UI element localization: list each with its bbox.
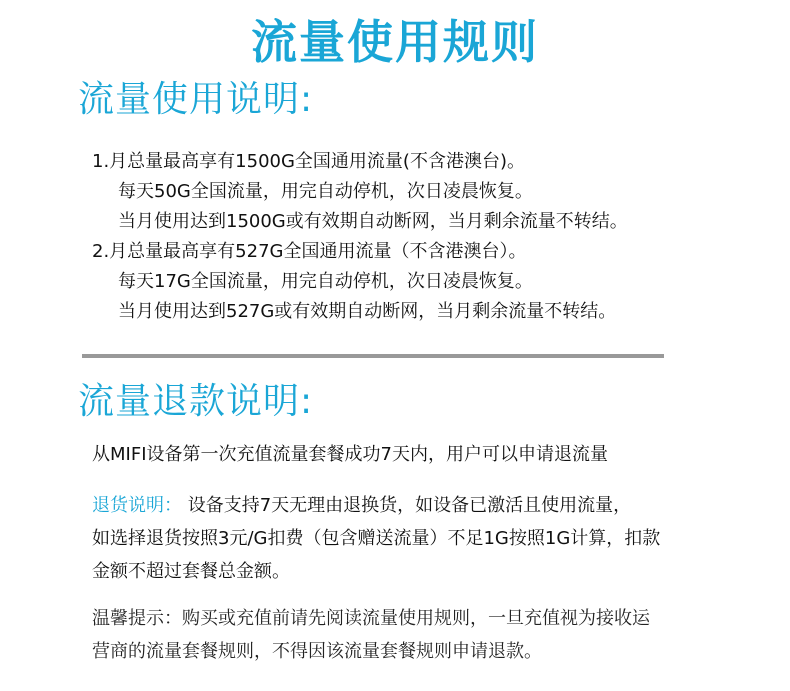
refund-intro-text: 从MIFI设备第一次充值流量套餐成功7天内，用户可以申请退流量 (92, 444, 608, 465)
refund-section-heading: 流量退款说明: (78, 381, 314, 422)
rule-line: 每天17G全国流量，用完自动停机，次日凌晨恢复。 (118, 271, 533, 292)
usage-rules-list (92, 147, 732, 327)
return-policy-block (92, 489, 732, 588)
rule-line: 2.月总量最高享有527G全国通用流量（不含港澳台）。 (92, 241, 527, 262)
warm-tip-line: 温馨提示：购买或充值前请先阅读流量使用规则，一旦充值视为接收运 (92, 608, 650, 629)
warm-tip-block (92, 602, 742, 668)
rule-line: 1.月总量最高享有1500G全国通用流量(不含港澳台)。 (92, 151, 525, 172)
return-policy-line (92, 489, 732, 522)
rule-line: 当月使用达到527G或有效期自动断网，当月剩余流量不转结。 (118, 301, 617, 322)
usage-section-heading: 流量使用说明: (78, 79, 314, 120)
rule-line: 每天50G全国流量，用完自动停机，次日凌晨恢复。 (118, 181, 533, 202)
page-title: 流量使用规则 (251, 15, 539, 69)
return-policy-line: 金额不超过套餐总金额。 (92, 561, 290, 582)
rule-line: 当月使用达到1500G或有效期自动断网，当月剩余流量不转结。 (118, 211, 628, 232)
return-policy-label: 退货说明： (92, 495, 182, 516)
warm-tip-line: 营商的流量套餐规则，不得因该流量套餐规则申请退款。 (92, 641, 542, 662)
return-policy-line: 如选择退货按照3元/G扣费（包含赠送流量）不足1G按照1G计算，扣款 (92, 528, 661, 549)
return-policy-text: 设备支持7天无理由退换货，如设备已激活且使用流量， (187, 495, 632, 516)
section-divider (82, 354, 664, 358)
